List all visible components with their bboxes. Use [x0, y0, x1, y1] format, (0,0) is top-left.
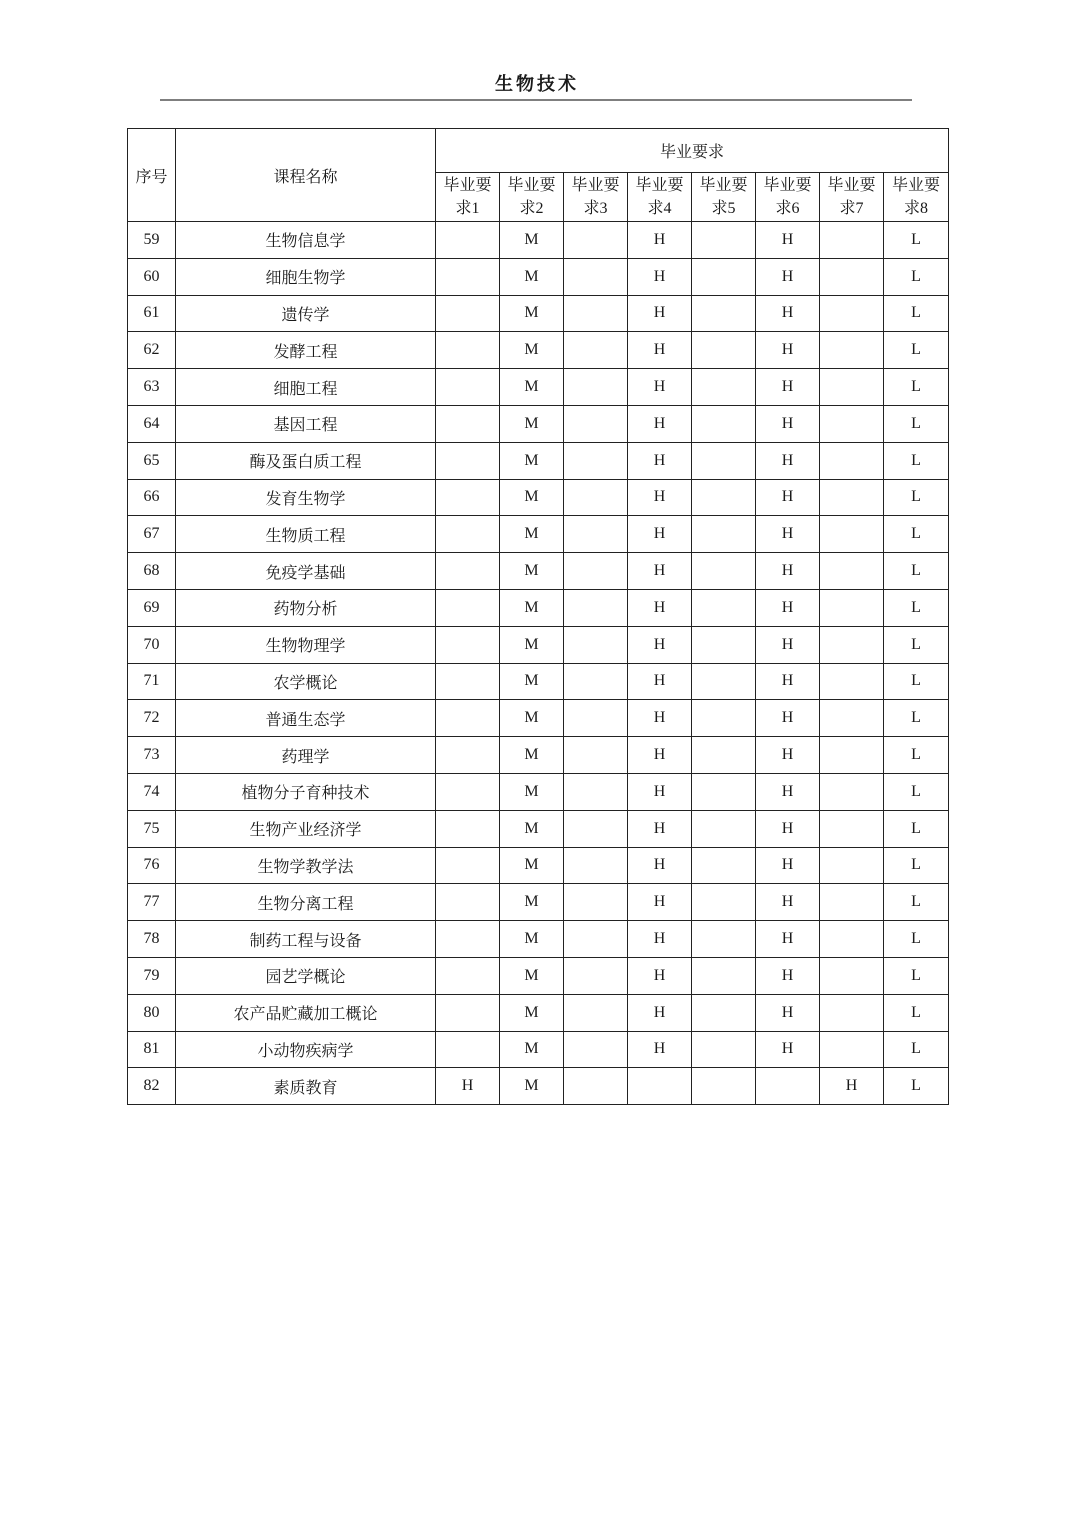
req-header-2: 毕业要 求2: [500, 173, 564, 222]
req-2-level: M: [500, 405, 564, 442]
table-row: [128, 994, 949, 1031]
req-3-level: [564, 737, 628, 774]
course-number: 72: [128, 700, 176, 737]
req-1-level: [436, 773, 500, 810]
req-8-level: L: [884, 553, 949, 590]
req-2-level: M: [500, 847, 564, 884]
req-4-level: H: [628, 737, 692, 774]
req-7-level: [820, 553, 884, 590]
req-7-level: [820, 921, 884, 958]
req-6-level: H: [756, 773, 820, 810]
req-6-level: H: [756, 442, 820, 479]
req-6-level: H: [756, 479, 820, 516]
req-2-level: M: [500, 258, 564, 295]
course-number: 64: [128, 405, 176, 442]
course-number: 79: [128, 957, 176, 994]
req-1-level: H: [436, 1068, 500, 1105]
req-6-level: H: [756, 700, 820, 737]
req-2-level: M: [500, 479, 564, 516]
req-1-level: [436, 884, 500, 921]
col-header-course-name: 课程名称: [176, 129, 436, 222]
req-4-level: H: [628, 516, 692, 553]
req-5-level: [692, 957, 756, 994]
req-7-level: [820, 442, 884, 479]
req-header-5: 毕业要 求5: [692, 173, 756, 222]
req-4-level: H: [628, 773, 692, 810]
course-number: 62: [128, 332, 176, 369]
req-8-level: L: [884, 663, 949, 700]
req-6-level: H: [756, 516, 820, 553]
course-name: 园艺学概论: [176, 957, 436, 994]
course-number: 65: [128, 442, 176, 479]
req-7-level: [820, 700, 884, 737]
req-8-level: L: [884, 994, 949, 1031]
req-7-level: [820, 1031, 884, 1068]
req-1-level: [436, 847, 500, 884]
course-number: 80: [128, 994, 176, 1031]
req-header-1: 毕业要 求1: [436, 173, 500, 222]
req-5-level: [692, 847, 756, 884]
table-row: [128, 258, 949, 295]
req-3-level: [564, 479, 628, 516]
req-header-4: 毕业要 求4: [628, 173, 692, 222]
course-number: 75: [128, 810, 176, 847]
req-1-level: [436, 737, 500, 774]
course-name: 普通生态学: [176, 700, 436, 737]
req-7-level: [820, 258, 884, 295]
req-5-level: [692, 663, 756, 700]
course-name: 素质教育: [176, 1068, 436, 1105]
req-1-level: [436, 332, 500, 369]
course-name: 生物质工程: [176, 516, 436, 553]
req-3-level: [564, 516, 628, 553]
req-3-level: [564, 810, 628, 847]
req-7-level: [820, 369, 884, 406]
table-row: [128, 1068, 949, 1105]
req-5-level: [692, 1068, 756, 1105]
req-4-level: H: [628, 1031, 692, 1068]
table-row: [128, 957, 949, 994]
req-5-level: [692, 295, 756, 332]
table-row: [128, 516, 949, 553]
req-5-level: [692, 405, 756, 442]
req-5-level: [692, 442, 756, 479]
req-3-level: [564, 700, 628, 737]
req-4-level: H: [628, 847, 692, 884]
req-8-level: L: [884, 810, 949, 847]
req-6-level: H: [756, 369, 820, 406]
req-2-level: M: [500, 369, 564, 406]
req-7-level: [820, 516, 884, 553]
req-6-level: H: [756, 884, 820, 921]
course-name: 制药工程与设备: [176, 921, 436, 958]
req-3-level: [564, 369, 628, 406]
course-name: 药理学: [176, 737, 436, 774]
req-2-level: M: [500, 884, 564, 921]
req-4-level: H: [628, 994, 692, 1031]
req-7-level: [820, 222, 884, 259]
col-header-no: 序号: [128, 129, 176, 222]
req-5-level: [692, 516, 756, 553]
req-1-level: [436, 442, 500, 479]
course-name: 农学概论: [176, 663, 436, 700]
req-7-level: [820, 957, 884, 994]
req-7-level: [820, 884, 884, 921]
course-number: 70: [128, 626, 176, 663]
req-3-level: [564, 553, 628, 590]
req-4-level: H: [628, 663, 692, 700]
req-7-level: [820, 479, 884, 516]
req-6-level: H: [756, 295, 820, 332]
table-row: [128, 847, 949, 884]
req-2-level: M: [500, 332, 564, 369]
req-1-level: [436, 222, 500, 259]
title-divider: [160, 99, 912, 101]
course-number: 77: [128, 884, 176, 921]
table-row: [128, 479, 949, 516]
req-6-level: H: [756, 737, 820, 774]
table-row: [128, 405, 949, 442]
req-header-7: 毕业要 求7: [820, 173, 884, 222]
req-7-level: [820, 773, 884, 810]
course-number: 61: [128, 295, 176, 332]
req-8-level: L: [884, 1031, 949, 1068]
course-name: 基因工程: [176, 405, 436, 442]
req-6-level: H: [756, 626, 820, 663]
course-number: 76: [128, 847, 176, 884]
req-6-level: H: [756, 810, 820, 847]
table-row: [128, 332, 949, 369]
req-6-level: H: [756, 332, 820, 369]
table-row: [128, 589, 949, 626]
req-2-level: M: [500, 626, 564, 663]
req-2-level: M: [500, 516, 564, 553]
req-8-level: L: [884, 626, 949, 663]
course-name: 农产品贮藏加工概论: [176, 994, 436, 1031]
req-5-level: [692, 1031, 756, 1068]
req-3-level: [564, 589, 628, 626]
req-4-level: H: [628, 700, 692, 737]
course-number: 71: [128, 663, 176, 700]
course-number: 82: [128, 1068, 176, 1105]
req-8-level: L: [884, 332, 949, 369]
req-8-level: L: [884, 773, 949, 810]
req-header-6: 毕业要 求6: [756, 173, 820, 222]
req-1-level: [436, 1031, 500, 1068]
req-2-level: M: [500, 663, 564, 700]
course-name: 植物分子育种技术: [176, 773, 436, 810]
req-5-level: [692, 258, 756, 295]
req-3-level: [564, 295, 628, 332]
course-number: 73: [128, 737, 176, 774]
req-5-level: [692, 332, 756, 369]
req-3-level: [564, 222, 628, 259]
course-number: 67: [128, 516, 176, 553]
req-1-level: [436, 369, 500, 406]
req-4-level: H: [628, 921, 692, 958]
req-6-level: H: [756, 553, 820, 590]
course-name: 生物学教学法: [176, 847, 436, 884]
course-name: 药物分析: [176, 589, 436, 626]
req-1-level: [436, 516, 500, 553]
req-8-level: L: [884, 737, 949, 774]
req-header-3: 毕业要 求3: [564, 173, 628, 222]
req-1-level: [436, 663, 500, 700]
req-6-level: H: [756, 663, 820, 700]
req-1-level: [436, 810, 500, 847]
course-number: 69: [128, 589, 176, 626]
req-8-level: L: [884, 222, 949, 259]
req-2-level: M: [500, 773, 564, 810]
req-2-level: M: [500, 700, 564, 737]
req-4-level: H: [628, 405, 692, 442]
req-1-level: [436, 405, 500, 442]
req-5-level: [692, 479, 756, 516]
course-number: 81: [128, 1031, 176, 1068]
req-6-level: H: [756, 405, 820, 442]
table-row: [128, 222, 949, 259]
req-4-level: H: [628, 222, 692, 259]
req-header-8: 毕业要 求8: [884, 173, 949, 222]
req-2-level: M: [500, 222, 564, 259]
req-5-level: [692, 589, 756, 626]
req-6-level: H: [756, 847, 820, 884]
req-6-level: [756, 1068, 820, 1105]
req-8-level: L: [884, 589, 949, 626]
req-1-level: [436, 589, 500, 626]
req-8-level: L: [884, 295, 949, 332]
req-8-level: L: [884, 442, 949, 479]
course-table-body: [128, 222, 949, 1105]
req-2-level: M: [500, 1068, 564, 1105]
req-7-level: [820, 295, 884, 332]
req-5-level: [692, 222, 756, 259]
req-4-level: H: [628, 589, 692, 626]
req-4-level: H: [628, 258, 692, 295]
req-2-level: M: [500, 737, 564, 774]
req-2-level: M: [500, 442, 564, 479]
req-3-level: [564, 921, 628, 958]
table-row: [128, 295, 949, 332]
req-5-level: [692, 810, 756, 847]
course-number: 78: [128, 921, 176, 958]
course-number: 60: [128, 258, 176, 295]
req-6-level: H: [756, 258, 820, 295]
table-row: [128, 773, 949, 810]
req-6-level: H: [756, 1031, 820, 1068]
req-7-level: [820, 737, 884, 774]
req-4-level: H: [628, 957, 692, 994]
req-2-level: M: [500, 553, 564, 590]
req-1-level: [436, 994, 500, 1031]
req-5-level: [692, 553, 756, 590]
req-2-level: M: [500, 957, 564, 994]
table-row: [128, 663, 949, 700]
course-number: 74: [128, 773, 176, 810]
req-5-level: [692, 773, 756, 810]
req-7-level: [820, 847, 884, 884]
req-7-level: [820, 663, 884, 700]
course-name: 酶及蛋白质工程: [176, 442, 436, 479]
req-8-level: L: [884, 921, 949, 958]
req-8-level: L: [884, 700, 949, 737]
req-6-level: H: [756, 957, 820, 994]
table-row: [128, 442, 949, 479]
course-name: 小动物疾病学: [176, 1031, 436, 1068]
course-name: 生物物理学: [176, 626, 436, 663]
req-3-level: [564, 405, 628, 442]
req-1-level: [436, 921, 500, 958]
req-4-level: [628, 1068, 692, 1105]
req-7-level: [820, 589, 884, 626]
req-6-level: H: [756, 921, 820, 958]
course-name: 发育生物学: [176, 479, 436, 516]
table-row: [128, 700, 949, 737]
req-3-level: [564, 1068, 628, 1105]
req-4-level: H: [628, 553, 692, 590]
req-1-level: [436, 957, 500, 994]
table-row: [128, 553, 949, 590]
req-2-level: M: [500, 810, 564, 847]
req-8-level: L: [884, 258, 949, 295]
req-4-level: H: [628, 295, 692, 332]
req-7-level: [820, 810, 884, 847]
req-3-level: [564, 1031, 628, 1068]
req-4-level: H: [628, 810, 692, 847]
req-5-level: [692, 737, 756, 774]
course-name: 生物信息学: [176, 222, 436, 259]
table-row: [128, 626, 949, 663]
req-7-level: [820, 332, 884, 369]
course-number: 66: [128, 479, 176, 516]
req-6-level: H: [756, 994, 820, 1031]
req-5-level: [692, 921, 756, 958]
req-3-level: [564, 994, 628, 1031]
req-4-level: H: [628, 626, 692, 663]
req-3-level: [564, 332, 628, 369]
req-7-level: [820, 405, 884, 442]
req-6-level: H: [756, 222, 820, 259]
req-5-level: [692, 626, 756, 663]
req-8-level: L: [884, 847, 949, 884]
course-table: [127, 128, 949, 1105]
req-1-level: [436, 553, 500, 590]
req-3-level: [564, 847, 628, 884]
req-5-level: [692, 700, 756, 737]
req-2-level: M: [500, 295, 564, 332]
req-4-level: H: [628, 884, 692, 921]
req-8-level: L: [884, 479, 949, 516]
req-1-level: [436, 295, 500, 332]
req-8-level: L: [884, 1068, 949, 1105]
req-1-level: [436, 258, 500, 295]
course-name: 生物产业经济学: [176, 810, 436, 847]
table-row: [128, 921, 949, 958]
req-3-level: [564, 663, 628, 700]
req-4-level: H: [628, 369, 692, 406]
req-1-level: [436, 626, 500, 663]
table-row: [128, 1031, 949, 1068]
req-3-level: [564, 884, 628, 921]
req-5-level: [692, 994, 756, 1031]
req-8-level: L: [884, 884, 949, 921]
req-2-level: M: [500, 994, 564, 1031]
course-number: 59: [128, 222, 176, 259]
req-3-level: [564, 957, 628, 994]
course-name: 发酵工程: [176, 332, 436, 369]
req-1-level: [436, 700, 500, 737]
table-row: [128, 737, 949, 774]
course-name: 细胞工程: [176, 369, 436, 406]
req-8-level: L: [884, 957, 949, 994]
req-3-level: [564, 773, 628, 810]
req-3-level: [564, 258, 628, 295]
course-number: 68: [128, 553, 176, 590]
table-row: [128, 810, 949, 847]
course-name: 生物分离工程: [176, 884, 436, 921]
req-7-level: H: [820, 1068, 884, 1105]
req-2-level: M: [500, 589, 564, 626]
req-2-level: M: [500, 921, 564, 958]
req-5-level: [692, 884, 756, 921]
req-6-level: H: [756, 589, 820, 626]
col-header-graduation-requirements: 毕业要求: [436, 129, 949, 173]
req-3-level: [564, 626, 628, 663]
req-3-level: [564, 442, 628, 479]
req-1-level: [436, 479, 500, 516]
req-4-level: H: [628, 479, 692, 516]
table-row: [128, 369, 949, 406]
req-7-level: [820, 626, 884, 663]
req-2-level: M: [500, 1031, 564, 1068]
req-8-level: L: [884, 516, 949, 553]
course-name: 细胞生物学: [176, 258, 436, 295]
req-4-level: H: [628, 332, 692, 369]
course-name: 免疫学基础: [176, 553, 436, 590]
req-5-level: [692, 369, 756, 406]
page-title: 生物技术: [495, 74, 579, 94]
course-name: 遗传学: [176, 295, 436, 332]
req-8-level: L: [884, 369, 949, 406]
table-row: [128, 884, 949, 921]
req-8-level: L: [884, 405, 949, 442]
course-number: 63: [128, 369, 176, 406]
req-7-level: [820, 994, 884, 1031]
req-4-level: H: [628, 442, 692, 479]
